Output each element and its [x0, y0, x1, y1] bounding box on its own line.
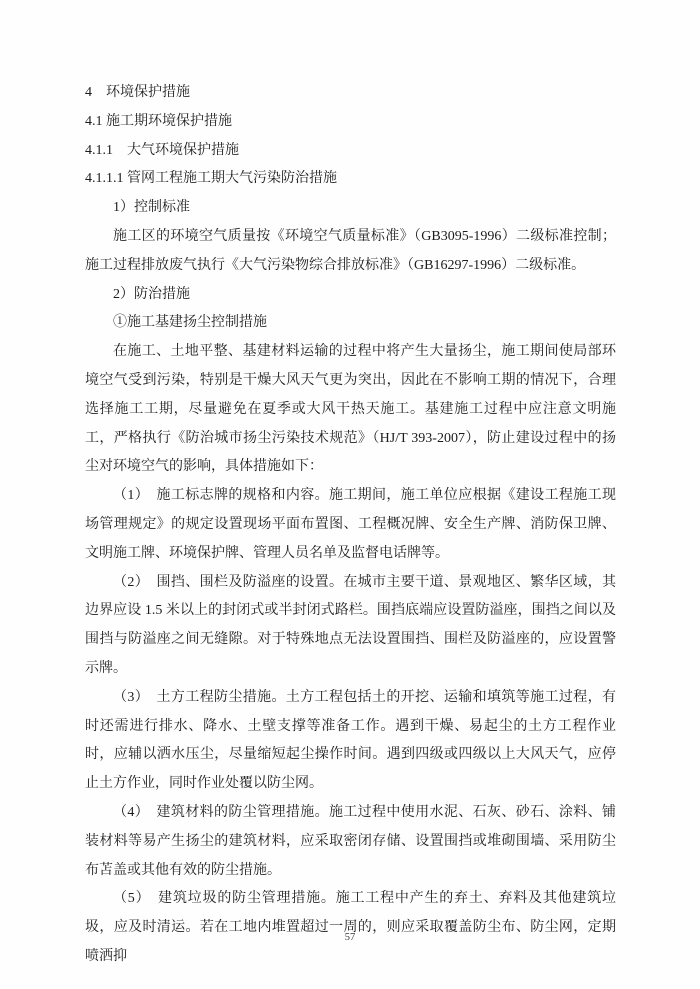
subsection-heading: 4.1.1 大气环境保护措施	[85, 142, 239, 158]
prevention-measures-label: 2）防治措施	[113, 286, 190, 302]
dust-control-intro-paragraph: 在施工、土地平整、基建材料运输的过程中将产生大量扬尘，施工期间使局部环境空气受到污染，特别是干燥大风天气更为突出，因此在不影响工期的情况下，合理选择施工工期，尽量避免在夏季或大风干热天施工。基建施工过程中应注意文明施工，严格执行《防治城市扬尘污染技术规范》（HJ/T 393-2007），防止建设过程中的扬尘对环境空气的影响，具体措施如下：	[85, 344, 616, 475]
measure-item-3: （3） 土方工程防尘措施。土方工程包括土的开挖、运输和填筑等施工过程，有时还需进行排水、降水、土壁支撑等准备工作。遇到干燥、易起尘的土方工程作业时，应辅以洒水压尘，尽量缩短起尘操作时间。遇到四级或四级以上大风天气，应停止土方作业，同时作业处覆以防尘网。	[85, 689, 616, 792]
measure-item-1: （1） 施工标志牌的规格和内容。施工期间，施工单位应根据《建设工程施工现场管理规定》的规定设置现场平面布置图、工程概况牌、安全生产牌、消防保卫牌、文明施工牌、环境保护牌、管理人员名单及监督电话牌等。	[85, 488, 616, 561]
chapter-heading: 4 环境保护措施	[85, 85, 190, 100]
measure-item-4: （4） 建筑材料的防尘管理措施。施工过程中使用水泥、石灰、砂石、涂料、铺装材料等易产生扬尘的建筑材料，应采取密闭存储、设置围挡或堆砌围墙、采用防尘布苫盖或其他有效的防尘措施。	[85, 804, 616, 878]
control-standard-label: 1）控制标准	[113, 200, 190, 216]
subsubsection-heading: 4.1.1.1 管网工程施工期大气污染防治措施	[85, 171, 337, 187]
control-standard-paragraph: 施工区的环境空气质量按《环境空气质量标准》（GB3095-1996）二级标准控制；施工过程排放废气执行《大气污染物综合排放标准》（GB16297-1996）二级标准。	[85, 228, 616, 273]
measure-item-2: （2） 围挡、围栏及防溢座的设置。在城市主要干道、景观地区、繁华区域，其边界应设 1.5 米以上的封闭式或半封闭式路栏。围挡底端应设置防溢座，围挡之间以及围挡与防溢座之间无缝隙。对于特殊地点无法设置围挡、围栏及防溢座的，应设置警示牌。	[85, 574, 616, 676]
dust-control-sublabel: ①施工基建扬尘控制措施	[113, 315, 267, 331]
section-heading: 4.1 施工期环境保护措施	[85, 113, 232, 129]
measure-item-5: （5） 建筑垃圾的防尘管理措施。施工工程中产生的弃土、弃料及其他建筑垃圾，应及时清运。若在工地内堆置超过一周的，则应采取覆盖防尘布、防尘网，定期喷洒抑	[85, 891, 616, 964]
page-number: 57	[344, 932, 356, 943]
